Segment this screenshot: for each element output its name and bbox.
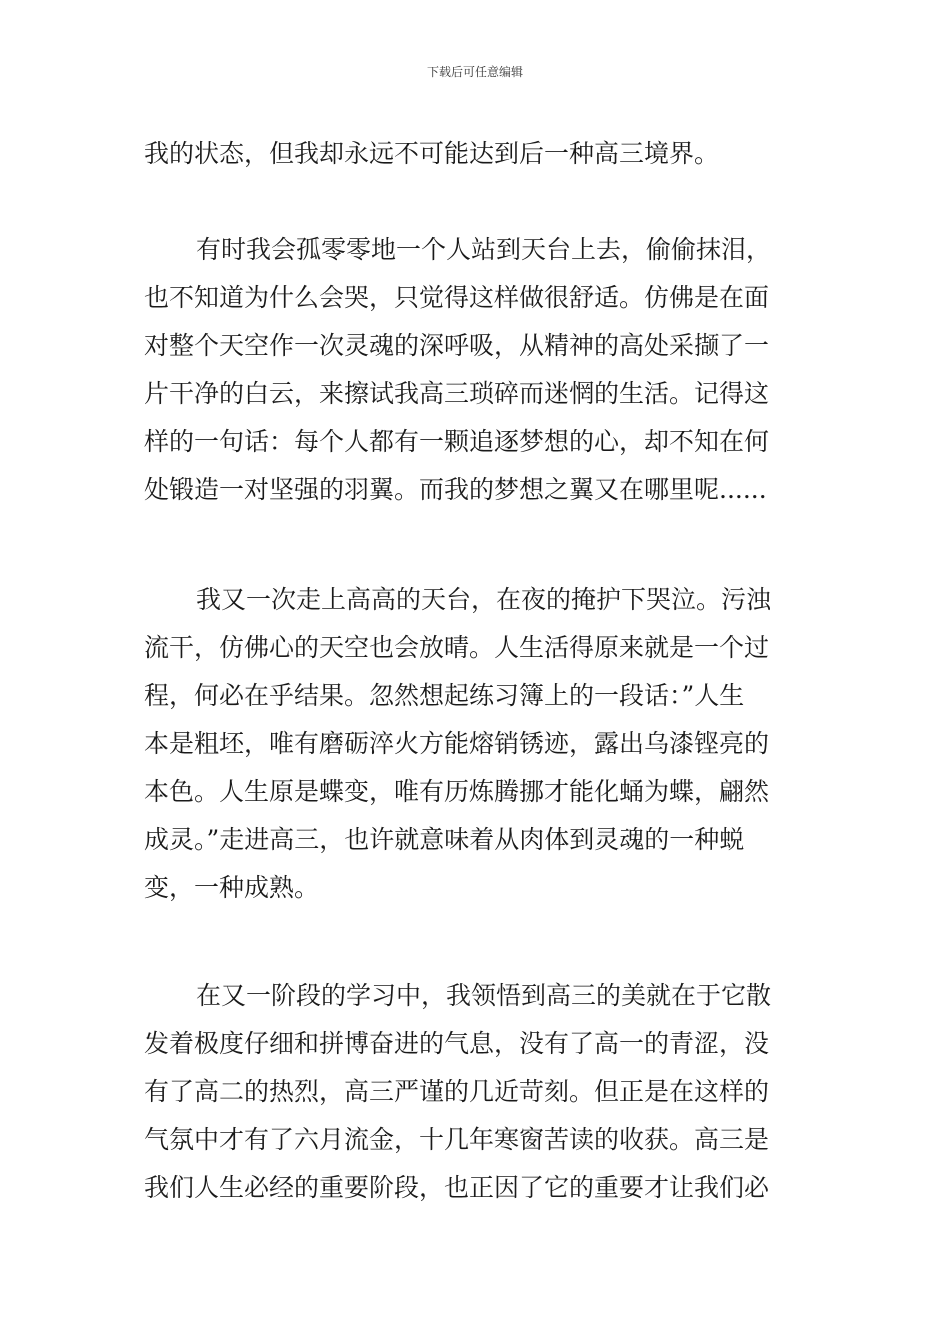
paragraph-line: 也不知道为什么会哭，只觉得这样做很舒适。仿佛是在面 [144,283,770,312]
paragraph-line: 流干，仿佛心的天空也会放晴。人生活得原来就是一个过 [144,633,770,662]
paragraph-line: 我们人生必经的重要阶段，也正因了它的重要才让我们必 [144,1173,770,1202]
paragraph-line: 有了高二的热烈，高三严谨的几近苛刻。但正是在这样的 [144,1077,770,1106]
paragraph-4 [144,972,812,1212]
paragraph-line: 成灵。”走进高三，也许就意味着从肉体到灵魂的一种蜕 [144,825,745,854]
page-header: 下载后可任意编辑 [426,65,523,79]
paragraph-line: 片干净的白云，来擦试我高三琐碎而迷惘的生活。记得这 [144,379,770,408]
paragraph-line: 我又一次走上高高的天台，在夜的掩护下哭泣。污浊 [196,585,772,614]
paragraph-line: 我的状态，但我却永远不可能达到后一种高三境界。 [144,139,720,168]
paragraph-2 [144,226,812,514]
paragraph-line: 程，何必在乎结果。忽然想起练习簿上的一段话：”人生 [144,681,745,710]
paragraph-3 [144,576,812,912]
paragraph-line: 发着极度仔细和拼博奋进的气息，没有了高一的青涩，没 [144,1029,770,1058]
paragraph-line: 气氛中才有了六月流金，十几年寒窗苦读的收获。高三是 [144,1125,770,1154]
paragraph-1 [144,130,812,178]
paragraph-line: 对整个天空作一次灵魂的深呼吸，从精神的高处采撷了一 [144,331,770,360]
paragraph-line: 有时我会孤零零地一个人站到天台上去，偷偷抹泪， [196,235,772,264]
paragraph-line: 在又一阶段的学习中，我领悟到高三的美就在于它散 [196,981,772,1010]
paragraph-line: 样的一句话：每个人都有一颗追逐梦想的心，却不知在何 [144,427,770,456]
paragraph-line: 本是粗坯，唯有磨砺淬火方能熔销锈迹，露出乌漆铿亮的 [144,729,770,758]
paragraph-line: 变，一种成熟。 [144,873,320,902]
paragraph-line: 本色。人生原是蝶变，唯有历炼腾挪才能化蛹为蝶，翩然 [144,777,770,806]
paragraph-line: 处锻造一对坚强的羽翼。而我的梦想之翼又在哪里呢...... [144,475,767,504]
